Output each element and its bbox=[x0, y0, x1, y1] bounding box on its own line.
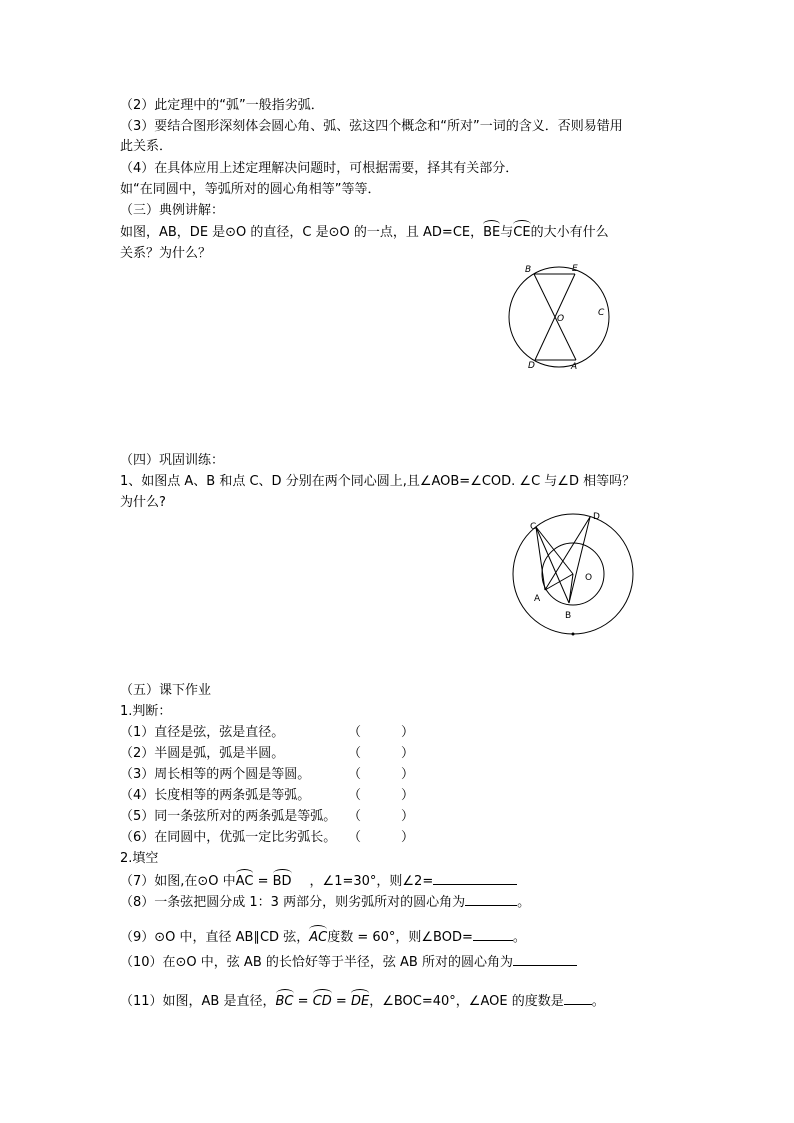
label-e: E bbox=[572, 264, 578, 274]
arc-bd: BD bbox=[272, 874, 292, 889]
label-d2: D bbox=[593, 512, 600, 522]
arc-ac: AC bbox=[235, 874, 254, 889]
seg-da bbox=[545, 517, 593, 590]
label-o: O bbox=[557, 314, 565, 324]
arc-ce: CE bbox=[513, 225, 531, 240]
seg-oa bbox=[545, 574, 573, 590]
diameter-ed bbox=[535, 274, 575, 360]
fill-title: 2.填空 bbox=[120, 851, 159, 866]
label-d: D bbox=[528, 361, 535, 371]
arc-ac-q9: AC bbox=[309, 930, 328, 945]
q11-answer-blank[interactable] bbox=[564, 992, 592, 1005]
label-c: C bbox=[598, 308, 605, 318]
label-a: A bbox=[571, 362, 578, 372]
practice-figure bbox=[505, 505, 645, 640]
q10-answer-blank[interactable] bbox=[513, 953, 577, 966]
judge-item-6: （6）在同圆中，优弧一定比劣弧长。 （ ） bbox=[120, 830, 415, 845]
practice-q1: 1、如图点 A、B 和点 C、D 分别在两个同心圆上,且∠AOB=∠COD. ∠C 与∠D 相等吗？ bbox=[120, 474, 636, 489]
practice-heading: （四）巩固训练： bbox=[120, 453, 225, 468]
judge-item-5: （5）同一条弦所对的两条弧是等弧。 （ ） bbox=[120, 809, 415, 824]
fill-q11: （11）如图，AB 是直径，BC = CD = DE，∠BOC=40°，∠AOE 的度数是 。 bbox=[120, 994, 605, 1009]
label-b: B bbox=[525, 265, 532, 275]
note-4: （4）在具体应用上述定理解决问题时，可根据需要，择其有关部分． bbox=[120, 161, 519, 176]
practice-q1-cont: 为什么? bbox=[120, 495, 166, 510]
arc-de: DE bbox=[350, 994, 370, 1009]
homework-heading: （五）课下作业 bbox=[120, 683, 212, 698]
point-bottom bbox=[572, 633, 575, 636]
judge-title: 1.判断： bbox=[120, 704, 172, 719]
fill-q8: （8）一条弦把圆分成 1：3 两部分，则劣弧所对的圆心角为 。 bbox=[120, 895, 531, 910]
q7-answer-blank[interactable] bbox=[433, 872, 517, 885]
judge-item-4: （4）长度相等的两条弧是等弧。 （ ） bbox=[120, 788, 415, 803]
example-question-mid: 与 bbox=[500, 225, 514, 240]
arc-bc: BC bbox=[275, 994, 294, 1009]
label-a2: A bbox=[534, 594, 541, 604]
example-question-line2: 关系？为什么？ bbox=[120, 246, 212, 261]
label-o2: O bbox=[585, 573, 593, 583]
arc-cd: CD bbox=[312, 994, 332, 1009]
judge-item-1: （1）直径是弦，弦是直径。 （ ） bbox=[120, 725, 415, 740]
label-b2: B bbox=[565, 611, 572, 621]
seg-db bbox=[569, 517, 593, 603]
example-question-prefix: 如图，AB，DE 是⊙O 的直径，C 是⊙O 的一点，且 AD=CE， bbox=[120, 225, 484, 240]
fill-q10: （10）在⊙O 中，弦 AB 的长恰好等于半径，弦 AB 所对的圆心角为 bbox=[120, 953, 577, 972]
note-3: （3）要结合图形深刻体会圆心角、弧、弦这四个概念和“所对”一词的含义．否则易错用 bbox=[120, 119, 623, 134]
fill-q9: （9）⊙O 中，直径 AB∥CD 弦，AC度数 = 60°，则∠BOD= 。 bbox=[120, 930, 526, 945]
example-figure bbox=[500, 258, 620, 376]
judge-item-2: （2）半圆是弧，弧是半圆。 （ ） bbox=[120, 746, 415, 761]
example-question-suffix: 的大小有什么 bbox=[530, 225, 609, 240]
q9-answer-blank[interactable] bbox=[473, 928, 513, 941]
note-4-example: 如“在同圆中，等弧所对的圆心角相等”等等． bbox=[120, 182, 381, 197]
q8-answer-blank[interactable] bbox=[465, 893, 517, 906]
note-3-cont: 此关系． bbox=[120, 139, 173, 154]
arc-be: BE bbox=[483, 225, 501, 240]
fill-q7: （7）如图,在⊙O 中AC = BD ，∠1=30°，则∠2= bbox=[120, 872, 517, 891]
judge-item-3: （3）周长相等的两个圆是等圆。 （ ） bbox=[120, 767, 415, 782]
label-c2: C bbox=[530, 522, 537, 532]
example-question bbox=[120, 224, 609, 242]
example-heading: （三）典例讲解： bbox=[120, 203, 225, 218]
note-2: （2）此定理中的“弧”一般指劣弧． bbox=[120, 98, 324, 113]
